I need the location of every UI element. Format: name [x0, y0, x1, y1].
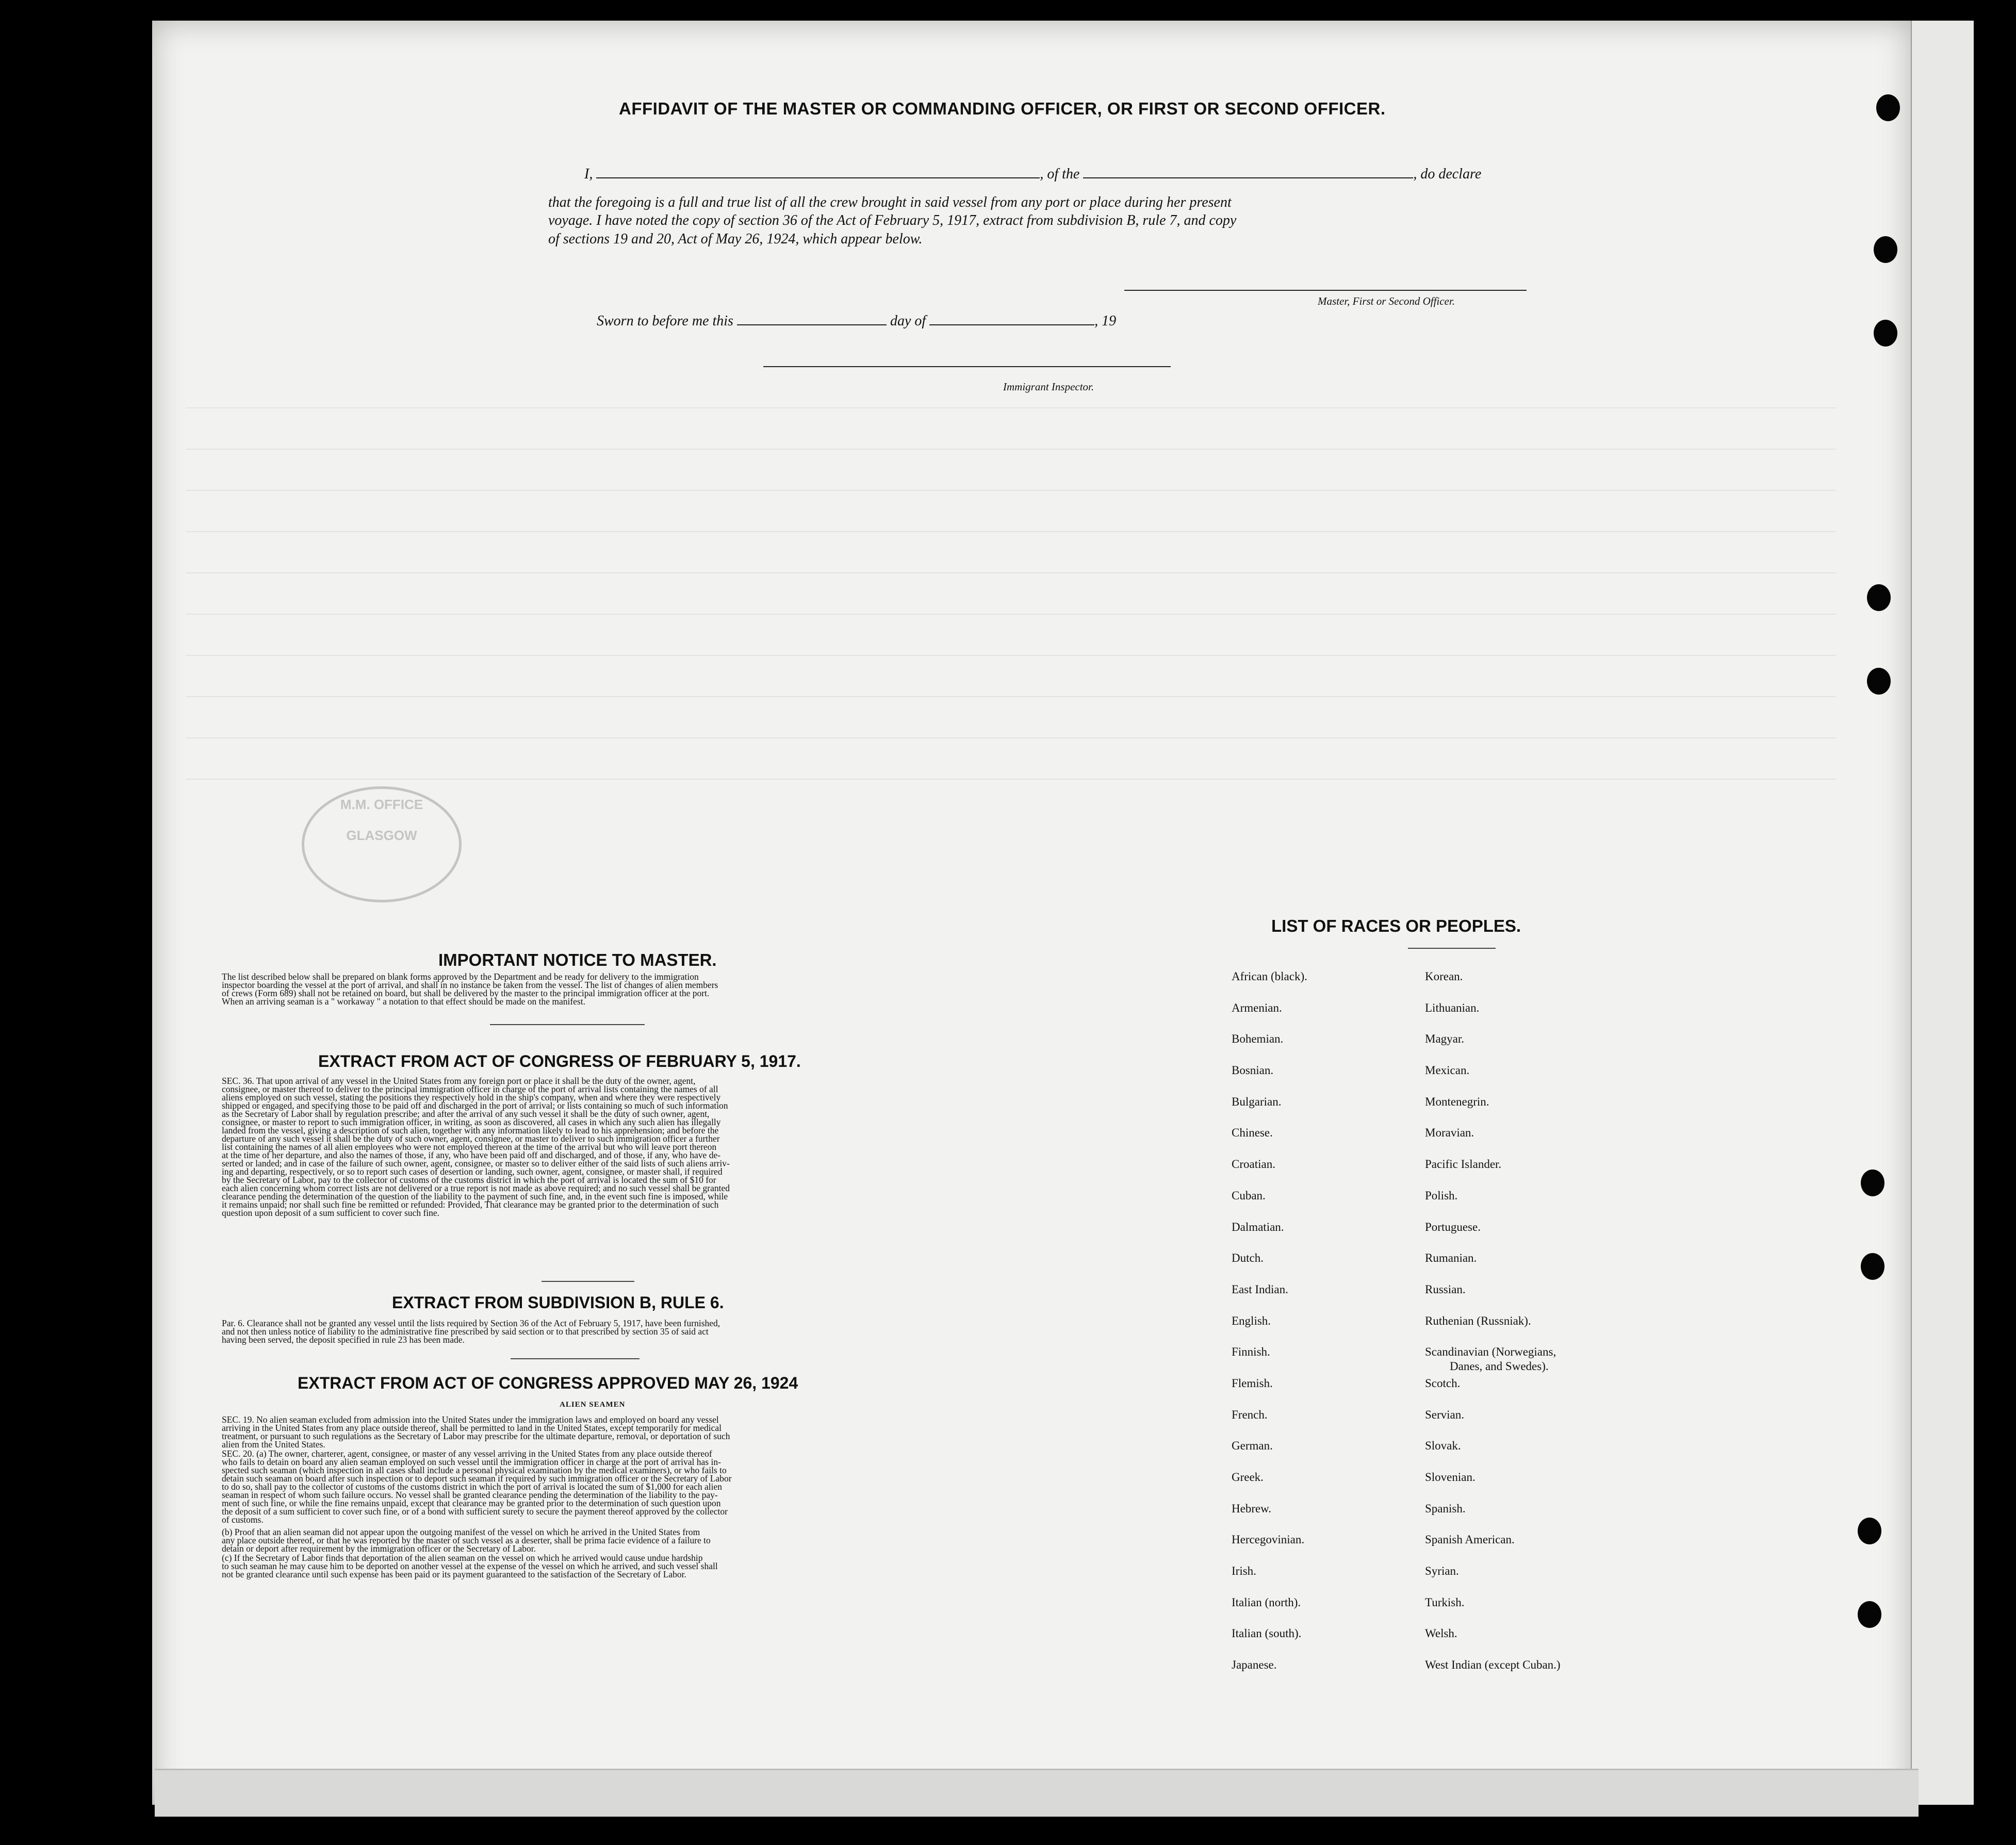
year-label: , 19	[1094, 313, 1117, 329]
race-item: English.	[1232, 1314, 1271, 1327]
race-item: Spanish American.	[1425, 1533, 1515, 1546]
affidavit-text-line: that the foregoing is a full and true list of all the crew brought in said vessel from any port or place during her present	[548, 194, 1232, 210]
race-item: French.	[1232, 1408, 1268, 1421]
race-item: Hercegovinian.	[1232, 1533, 1305, 1546]
race-item: Dalmatian.	[1232, 1220, 1284, 1233]
bleed-through-row	[186, 572, 1836, 573]
bleed-through-row	[186, 490, 1836, 491]
binder-hole	[1861, 1253, 1884, 1280]
races-list-right	[1425, 969, 1561, 1689]
race-item: Slovak.	[1425, 1439, 1461, 1453]
race-item: Italian (north).	[1232, 1595, 1301, 1609]
binder-hole	[1874, 320, 1897, 347]
affidavit-title: AFFIDAVIT OF THE MASTER OR COMMANDING OFFICER, OR FIRST OR SECOND OFFICER.	[619, 99, 1386, 118]
race-item: Scandinavian (Norwegians, Danes, and Swedes).	[1425, 1345, 1556, 1373]
race-item: Korean.	[1425, 970, 1463, 983]
race-item: West Indian (except Cuban.)	[1425, 1658, 1561, 1672]
inspector-signature-caption: Immigrant Inspector.	[1003, 381, 1094, 393]
race-item: Russian.	[1425, 1282, 1466, 1296]
bleed-through-row	[186, 696, 1836, 697]
affidavit-text-line: voyage. I have noted the copy of section 36 of the Act of February 5, 1917, extract from subdivision B, rule 7, and copy	[548, 212, 1237, 228]
sworn-line	[597, 313, 1116, 330]
affidavit-of-the-label: , of the	[1040, 166, 1080, 182]
race-item: Italian (south).	[1232, 1627, 1302, 1640]
office-stamp: M.M. OFFICE GLASGOW	[302, 786, 462, 902]
race-item: Bulgarian.	[1232, 1095, 1282, 1108]
extract-rule6-title: EXTRACT FROM SUBDIVISION B, RULE 6.	[392, 1293, 724, 1312]
bleed-through-row	[186, 407, 1836, 408]
race-item: Flemish.	[1232, 1376, 1273, 1390]
race-item: Welsh.	[1425, 1627, 1457, 1640]
vessel-name-blank[interactable]	[1083, 166, 1413, 178]
affidavit-declaration-line	[584, 166, 1481, 183]
race-item: Bosnian.	[1232, 1064, 1274, 1077]
day-of-label: day of	[890, 313, 926, 329]
bleed-through-row	[186, 655, 1836, 656]
notice-title: IMPORTANT NOTICE TO MASTER.	[438, 950, 717, 969]
binder-hole	[1867, 668, 1891, 695]
section-divider	[542, 1281, 634, 1282]
race-item: Irish.	[1232, 1564, 1256, 1578]
race-item: Bohemian.	[1232, 1032, 1284, 1046]
affidavit-text-line: of sections 19 and 20, Act of May 26, 1924, which appear below.	[548, 231, 923, 247]
race-item: Polish.	[1425, 1189, 1458, 1202]
binder-hole	[1867, 584, 1891, 611]
race-item: Turkish.	[1425, 1595, 1465, 1609]
notice-body: The list described below shall be prepared on blank forms approved by the Department and be ready for delivery to the immigration inspector boarding the vessel at the port of arrival, and shall in no instance be taken from the vessel. The list of changes of alien members of crews (Form 689) shall not be retained on board, but shall be delivered by the master to the principal immigration officer at the port. When an arriving seaman is a " workaway " a notation to that effect should be made on the manifest.	[222, 971, 718, 1007]
race-item: Scotch.	[1425, 1376, 1461, 1390]
race-item: German.	[1232, 1439, 1273, 1453]
race-item: Finnish.	[1232, 1345, 1270, 1359]
binder-hole	[1874, 236, 1897, 263]
alien-seamen-subtitle: ALIEN SEAMEN	[560, 1401, 626, 1409]
affidavit-do-declare-label: , do declare	[1413, 166, 1482, 182]
race-item: Montenegrin.	[1425, 1095, 1489, 1108]
binder-hole	[1876, 94, 1900, 121]
master-signature-line[interactable]	[1124, 290, 1527, 291]
sec20a-body: SEC. 20. (a) The owner, charterer, agent, consignee, or master of any vessel arriving in the United States from any place outside thereof who fails to detain on board any alien seaman employed on such vessel until the immigration officer in charge at the port of arrival has in- spected such seaman (which inspection in all cases shall include a personal physical examination by the medical examiners), or who fails to detain such seaman on board after such inspection or to deport such seaman if required by such immigration officer or the Secretary of Labor to do so, shall pay to the collector of customs of the customs district in which the port of arrival is located the sum of $1,000 for each alien seaman in respect of whom such failure occurs. No vessel shall be granted clearance pending the determination of the liability to the pay- ment of such fine, or while the fine remains unpaid, except that clearance may be granted prior to the determination of such question upon the deposit of a sum sufficient to cover such fine, or of a bond with sufficient surety to secure the payment thereof approved by the collector of customs.	[222, 1448, 732, 1525]
sworn-month-blank[interactable]	[929, 313, 1094, 325]
race-item: Lithuanian.	[1425, 1001, 1480, 1014]
binding-strip	[1911, 21, 1974, 1805]
race-item: Japanese.	[1232, 1658, 1277, 1672]
section-divider	[490, 1024, 645, 1025]
sec19-body: SEC. 19. No alien seaman excluded from admission into the United States under the immigration laws and employed on board any vessel arriving in the United States from any place outside thereof, shall be permitted to land in the United States, except temporarily for medical treatment, or pursuant to such regulations as the Secretary of Labor may prescribe for the ultimate departure, removal, or deportation of such alien from the United States.	[222, 1414, 730, 1449]
race-item: Spanish.	[1425, 1502, 1466, 1515]
master-name-blank[interactable]	[596, 166, 1040, 178]
race-item: East Indian.	[1232, 1282, 1288, 1296]
bleed-through-row	[186, 737, 1836, 738]
sworn-before-label: Sworn to before me this	[597, 313, 733, 329]
race-item: Moravian.	[1425, 1126, 1474, 1140]
sec20c-body: (c) If the Secretary of Labor finds that deportation of the alien seaman on the vessel on which he arrived would cause undue hardship to such seaman he may cause him to be deported on another vessel at the expense of the vessel on which he arrived, and such vessel shall not be granted clearance until such expense has been paid or its payment guaranteed to the satisfaction of the Secretary of Labor.	[222, 1553, 718, 1579]
section-divider	[511, 1358, 640, 1359]
race-item: Slovenian.	[1425, 1471, 1476, 1484]
race-item: Rumanian.	[1425, 1251, 1477, 1265]
bleed-through-row	[186, 614, 1836, 615]
affidavit-i-label: I,	[584, 166, 593, 182]
binder-hole	[1858, 1518, 1881, 1544]
race-item: Servian.	[1425, 1408, 1465, 1421]
extract-1917-title: EXTRACT FROM ACT OF CONGRESS OF FEBRUARY 5, 1917.	[318, 1052, 801, 1070]
binder-hole	[1858, 1601, 1881, 1628]
sworn-day-blank[interactable]	[737, 313, 887, 325]
race-item: Portuguese.	[1425, 1220, 1481, 1233]
race-item: Dutch.	[1232, 1251, 1264, 1265]
extract-rule6-body: Par. 6. Clearance shall not be granted any vessel until the lists required by Section 36 of the Act of February 5, 1917, have been furnished, and not then unless notice of liability to the administrative fine prescribed by said section or to that prescribed by section 35 of said act having been served, the deposit specified in rule 23 has been made.	[222, 1318, 720, 1345]
races-list-left	[1232, 969, 1307, 1689]
race-item: Pacific Islander.	[1425, 1158, 1502, 1171]
race-item: Magyar.	[1425, 1032, 1465, 1046]
bleed-through-row	[186, 449, 1836, 450]
extract-1917-body: SEC. 36. That upon arrival of any vessel in the United States from any foreign port or place it shall be the duty of the owner, agent, consignee, or master thereof to deliver to the principal immigration officer in charge of the port of arrival lists containing the names of all aliens employed on such vessel, stating the positions they respectively hold in the ship's company, when and where they were respectively shipped or engaged, and specifying those to be paid off and discharged in the port of arrival; or lists containing so much of such information as the Secretary of Labor shall by regulation prescribe; and after the arrival of any such vessel it shall be the duty of such owner, agent, consignee, or master to report to such immigration officer, in writing, as soon as discovered, all cases in which any such alien has illegally landed from the vessel, giving a description of such alien, together with any information likely to lead to his apprehension; and before the departure of any such vessel it shall be the duty of such owner, agent, consignee, or master to deliver to such immigration officer a further list containing the names of all alien employees who were not employed thereon at the time of the arrival but who will leave port thereon at the time of her departure, and also the names of those, if any, who have been paid off and discharged, and of those, if any, who have de- serted or landed; and in case of the failure of such owner, agent, consignee, or master so to deliver either of the said lists of such aliens arriv- ing and departing, respectively, or so to report such cases of desertion or landing, such owner, agent, consignee, or master shall, if required by the Secretary of Labor, pay to the collector of customs of the customs district in which the port of arrival is located the sum of $10 for each alien concerning whom correct lists are not delivered or a true report is not made as above required; and no such vessel shall be granted clearance pending the determination of the question of the liability to the payment of such fine, and, in the event such fine is imposed, while it remains unpaid; nor shall such fine be remitted or refunded: Provided, That clearance may be granted prior to the determination of such question upon deposit of a sum sufficient to cover such fine.	[222, 1076, 730, 1218]
race-item: African (black).	[1232, 970, 1307, 983]
extract-1924-title: EXTRACT FROM ACT OF CONGRESS APPROVED MAY 26, 1924	[298, 1374, 798, 1392]
binder-hole	[1861, 1169, 1884, 1196]
race-item: Chinese.	[1232, 1126, 1273, 1140]
race-item: Hebrew.	[1232, 1502, 1272, 1515]
race-item: Syrian.	[1425, 1564, 1459, 1578]
races-title: LIST OF RACES OR PEOPLES.	[1271, 916, 1521, 935]
races-title-rule	[1408, 948, 1496, 949]
race-item: Mexican.	[1425, 1064, 1470, 1077]
master-signature-caption: Master, First or Second Officer.	[1318, 295, 1455, 307]
race-item: Armenian.	[1232, 1001, 1282, 1014]
race-item: Croatian.	[1232, 1158, 1275, 1171]
race-item: Cuban.	[1232, 1189, 1266, 1202]
race-item: Greek.	[1232, 1471, 1264, 1484]
inspector-signature-line[interactable]	[763, 366, 1171, 367]
bleed-through-row	[186, 779, 1836, 780]
race-item: Ruthenian (Russniak).	[1425, 1314, 1531, 1327]
bleed-through-row	[186, 531, 1836, 532]
page-bottom-edge	[155, 1769, 1919, 1817]
sec20b-body: (b) Proof that an alien seaman did not appear upon the outgoing manifest of the vessel on which he arrived in the United States from any place outside thereof, or that he was reported by the master of such vessel as a deserter, shall be prima facie evidence of a failure to detain or deport after requirement by the immigration officer or the Secretary of Labor.	[222, 1527, 711, 1554]
